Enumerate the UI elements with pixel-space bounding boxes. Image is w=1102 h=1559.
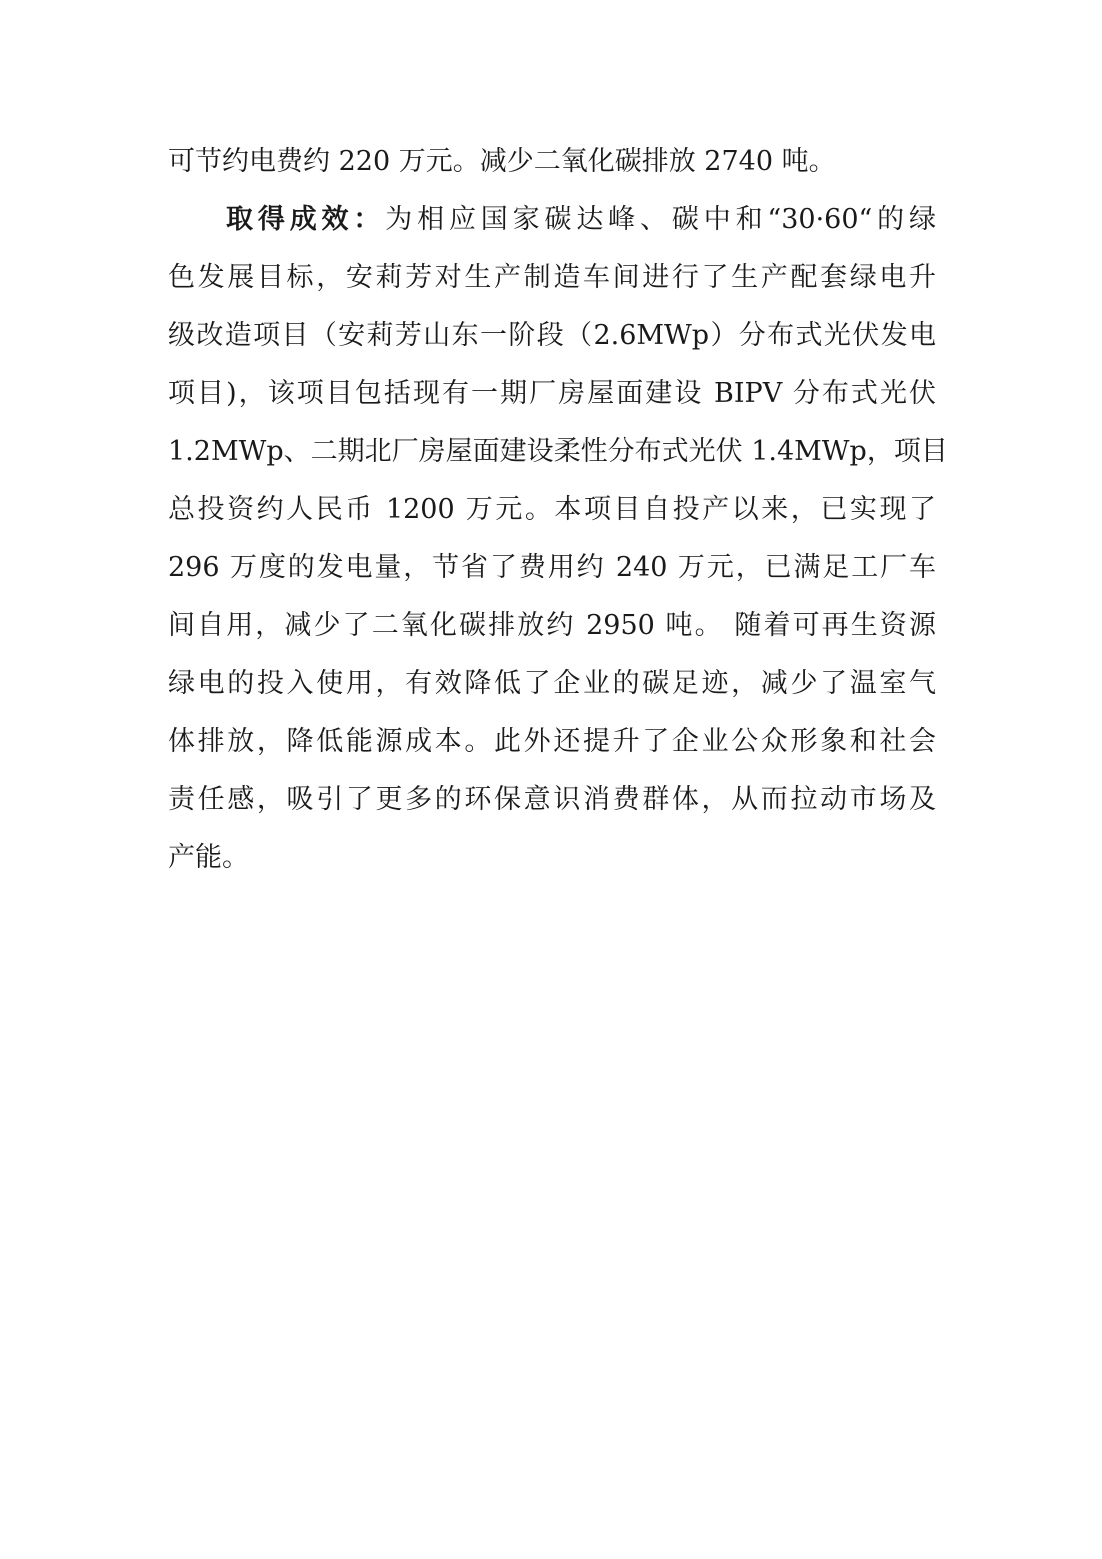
results-heading: 取得成效： [226, 204, 386, 235]
paragraph-line: 绿电的投入使用，有效降低了企业的碳足迹，减少了温室气 [168, 668, 936, 699]
paragraph-line-text: 为相应国家碳达峰、碳中和“30·60“的绿 [385, 204, 937, 235]
paragraph-line: 责任感，吸引了更多的环保意识消费群体，从而拉动市场及 [168, 784, 936, 815]
paragraph-line: 体排放，降低能源成本。此外还提升了企业公众形象和社会 [168, 726, 936, 757]
paragraph-line: 1.2MWp、二期北厂房屋面建设柔性分布式光伏 1.4MWp，项目 [168, 436, 948, 467]
paragraph-line: 总投资约人民币 1200 万元。本项目自投产以来，已实现了 [168, 494, 936, 525]
paragraph-line: 296 万度的发电量，节省了费用约 240 万元，已满足工厂车 [168, 552, 936, 583]
body-text [168, 133, 948, 887]
paragraph-line: 项目)，该项目包括现有一期厂房屋面建设 BIPV 分布式光伏 [168, 378, 936, 409]
paragraph-line [168, 191, 936, 249]
paragraph-line: 可节约电费约 220 万元。减少二氧化碳排放 2740 吨。 [168, 146, 836, 177]
paragraph-line: 产能。 [168, 842, 249, 873]
paragraph-line: 色发展目标，安莉芳对生产制造车间进行了生产配套绿电升 [168, 262, 936, 293]
paragraph-line: 级改造项目（安莉芳山东一阶段（2.6MWp）分布式光伏发电 [168, 320, 936, 351]
paragraph-line: 间自用，减少了二氧化碳排放约 2950 吨。 随着可再生资源 [168, 610, 936, 641]
